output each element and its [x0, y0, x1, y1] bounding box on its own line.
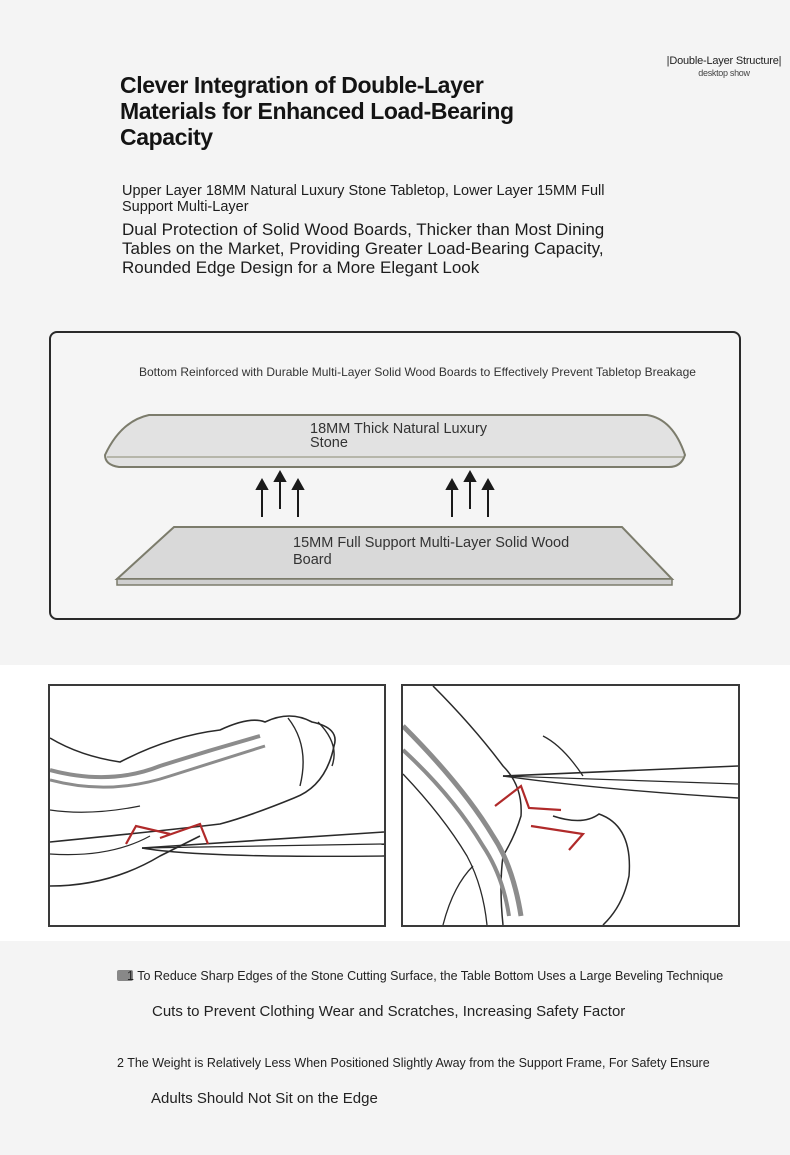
note-2-continuation: Adults Should Not Sit on the Edge [151, 1090, 378, 1107]
note-1-continuation: Cuts to Prevent Clothing Wear and Scratches, Increasing Safety Factor [152, 1003, 626, 1020]
structure-tag-subtitle: desktop show [698, 68, 750, 78]
page-headline: Clever Integration of Double-Layer Materials for Enhanced Load-Bearing Capacity [120, 72, 514, 150]
diagram-caption: Bottom Reinforced with Durable Multi-Layer Solid Wood Boards to Effectively Prevent Tabletop Breakage [139, 365, 696, 379]
knee-edge-illustration [401, 684, 740, 927]
structure-tag-title: |Double-Layer Structure| [666, 55, 782, 67]
note-1-text: To Reduce Sharp Edges of the Stone Cutting Surface, the Table Bottom Uses a Large Beveling Technique [137, 969, 724, 983]
note-1 [117, 969, 723, 983]
load-arrows-icon [257, 472, 493, 517]
wood-layer-label: 15MM Full Support Multi-Layer Solid Wood Board [293, 535, 570, 568]
note-2-text: The Weight is Relatively Less When Positioned Slightly Away from the Support Frame, For Safety Ensure [127, 1056, 710, 1070]
structure-tag [659, 55, 789, 78]
benefit-text: Dual Protection of Solid Wood Boards, Thicker than Most Dining Tables on the Market, Providing Greater Load-Bearing Capacity, Rounded Edge Design for a More Elegant Look [122, 220, 605, 277]
stone-layer-label: 18MM Thick Natural Luxury Stone [310, 421, 488, 451]
spec-text: Upper Layer 18MM Natural Luxury Stone Tabletop, Lower Layer 15MM Full Support Multi-Layer [122, 183, 605, 215]
arm-edge-illustration [48, 684, 386, 927]
note-2-number: 2 [117, 1056, 124, 1070]
note-1-number: 1 [127, 969, 134, 983]
note-2 [117, 1056, 710, 1070]
